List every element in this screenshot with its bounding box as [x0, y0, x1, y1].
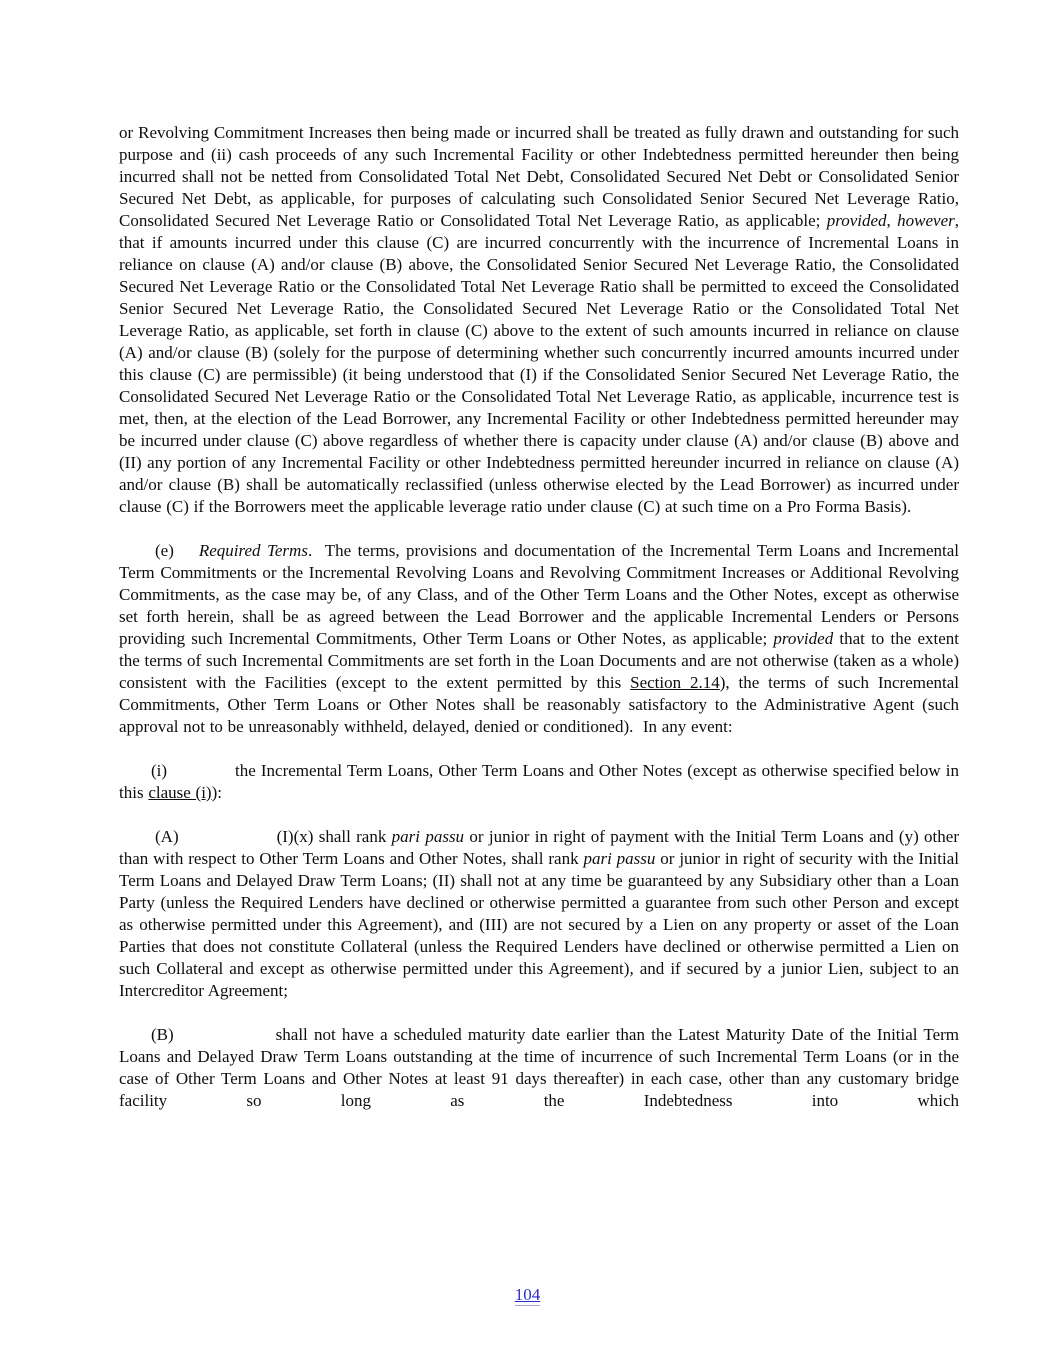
text-run: the Incremental Term Loans, Other Term Loans and Other Notes (except as otherwise specified below in this	[119, 761, 959, 802]
text-run: ):	[211, 783, 222, 802]
text-run: or Revolving Commitment Increases then being made or incurred shall be treated as fully drawn and outstanding for such purpose and (ii) cash proceeds of any such Incremental Facility or other Indebtedness permitted hereunder then being incurred shall not be netted from Consolidated Total Net Debt, Consolidated Secured Net Debt or Consolidated Senior Secured Net Debt, as applicable, for purposes of calculating such Consolidated Senior Secured Net Leverage Ratio, Consolidated Secured Net Leverage Ratio or Consolidated Total Net Leverage Ratio, as applicable;	[119, 123, 959, 230]
text-run: that to the extent the terms of such Incremental Commitments are set forth in the Loan Documents and are not otherwise (taken as a whole) consistent with the Facilities (except to the extent permitted by this	[119, 629, 959, 692]
text-run: Section 2.14	[630, 673, 720, 692]
page-number-link[interactable]: 104	[514, 1285, 541, 1304]
paragraph-i-incremental-term-loans	[119, 760, 959, 804]
text-run: provided	[826, 211, 887, 230]
text-run: Required Terms	[198, 541, 308, 560]
page-footer	[0, 1285, 1055, 1305]
paragraph-e-required-terms	[119, 540, 959, 738]
tab-spacer	[179, 841, 277, 842]
text-run: pari passu	[583, 849, 656, 868]
text-run: however	[897, 211, 955, 230]
text-run: or junior in right of payment with the Initial Term Loans and (y) other than with respect to Other Term Loans and Other Notes, shall rank	[119, 827, 959, 868]
text-run: ,	[886, 211, 898, 230]
tab-spacer	[174, 555, 199, 556]
tab-spacer	[167, 775, 235, 776]
clause-label: (i)	[151, 761, 168, 780]
text-run: provided	[773, 629, 834, 648]
clause-label: (A)	[155, 827, 179, 846]
clause-label: (B)	[151, 1025, 174, 1044]
paragraph-B-maturity	[119, 1024, 959, 1112]
text-run: pari passu	[391, 827, 465, 846]
text-run: or junior in right of security with the Initial Term Loans and Delayed Draw Term Loans; (II) shall not at any time be guaranteed by any Subsidiary other than a Loan Party (unless the Required Lenders have declined or otherwise permitted a guarantee from such other Person and except as otherwise permitted under this Agreement), and (III) are not secured by a Lien on any property or asset of the Loan Parties that does not constitute Collateral (unless the Required Lenders have declined or otherwise permitted a Lien on such Collateral and except as otherwise permitted under this Agreement), and if secured by a junior Lien, subject to an Intercreditor Agreement;	[119, 849, 959, 1000]
text-run: ), the terms of such Incremental Commitments, Other Term Loans or Other Notes shall be reasonably satisfactory to the Administrative Agent (such approval not to be unreasonably withheld, delayed, denied or conditioned). In any event:	[119, 673, 959, 736]
clause-label: (e)	[155, 541, 174, 560]
paragraph-A-ranking	[119, 826, 959, 1002]
text-run: clause (i)	[148, 783, 212, 802]
text-run: (I)(x) shall rank	[276, 827, 392, 846]
paragraph-clause-c-continuation	[119, 122, 959, 518]
tab-spacer	[174, 1039, 276, 1040]
text-run: , that if amounts incurred under this clause (C) are incurred concurrently with the incurrence of Incremental Loans in reliance on clause (A) and/or clause (B) above, the Consolidated Senior Secured Net Leverage Ratio, the Consolidated Secured Net Leverage Ratio or the Consolidated Total Net Leverage Ratio shall be permitted to exceed the Consolidated Senior Secured Net Leverage Ratio, the Consolidated Secured Net Leverage Ratio or the Consolidated Total Net Leverage Ratio, as applicable, set forth in clause (C) above to the extent of such amounts incurred in reliance on clause (A) and/or clause (B) (solely for the purpose of determining whether such concurrently incurred amounts incurred under this clause (C) are permissible) (it being understood that (I) if the Consolidated Senior Secured Net Leverage Ratio, the Consolidated Secured Net Leverage Ratio or the Consolidated Total Net Leverage Ratio, as applicable, incurrence test is met, then, at the election of the Lead Borrower, any Incremental Facility or other Indebtedness permitted hereunder may be incurred under clause (C) above regardless of whether there is capacity under clause (A) and/or clause (B) above and (II) any portion of any Incremental Facility or other Indebtedness permitted hereunder incurred in reliance on clause (A) and/or clause (B) shall be automatically reclassified (unless otherwise elected by the Lead Borrower) as incurred under clause (C) if the Borrowers meet the applicable leverage ratio under clause (C) at such time on a Pro Forma Basis).	[119, 211, 959, 516]
document-body	[119, 122, 959, 1112]
text-run: shall not have a scheduled maturity date earlier than the Latest Maturity Date of the Initial Term Loans and Delayed Draw Term Loans outstanding at the time of incurrence of such Incremental Term Loans (or in the case of Other Term Loans and Other Notes at least 91 days thereafter) in each case, other than any customary bridge facility so long as the Indebtedness into which	[119, 1025, 959, 1110]
text-run: . The terms, provisions and documentation of the Incremental Term Loans and Incremental Term Commitments or the Incremental Revolving Loans and Revolving Commitment Increases or Additional Revolving Commitments, as the case may be, of any Class, and of the Other Term Loans and the Other Notes, except as otherwise set forth herein, shall be as agreed between the Lead Borrower and the applicable Incremental Lenders or Persons providing such Incremental Commitments, Other Term Loans or Other Notes, as applicable;	[119, 541, 959, 648]
